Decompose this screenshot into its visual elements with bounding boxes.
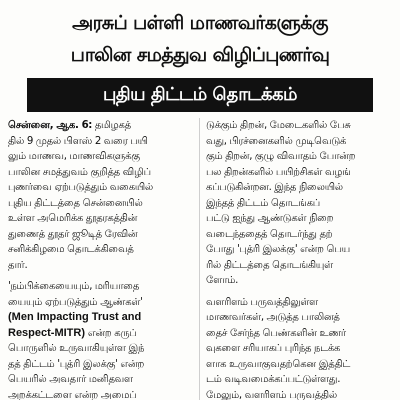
article-line: பெயரில் அவதார் மனிதவள bbox=[8, 374, 133, 385]
article-line: ளாக உருவாகுவதற்கென இத்திட் bbox=[206, 358, 351, 370]
article-line: இந்தத் திட்டம் தொடங்கப் bbox=[206, 197, 320, 209]
article-line: தார். bbox=[8, 259, 28, 271]
article-line: 'நம்பிக்கையையும், மரியாதை bbox=[8, 281, 140, 292]
article-line bbox=[8, 118, 194, 134]
article-line: டுக்கும் திறன், மேடைகளில் பேசு bbox=[206, 120, 351, 131]
article-line: ளோம். bbox=[206, 275, 238, 286]
english-title-line: (Men Impacting Trust and bbox=[8, 311, 142, 323]
article-line bbox=[8, 326, 194, 342]
article-line: உள்ள அமெரிக்க தூதரகத்தின் bbox=[8, 213, 138, 224]
article-line: தைச் சேர்ந்த பெண்களின் உணர் bbox=[206, 327, 346, 339]
article-line: பட்டு ஐந்து ஆண்டுகள் நிறை bbox=[206, 213, 334, 224]
article-line: ரில் திட்டத்தை தொடங்கியுள் bbox=[206, 259, 333, 271]
article-line-text: தமிழகத் bbox=[94, 120, 131, 131]
article-line: டம் வடிவமைக்கப்பட்டுள்ளது. bbox=[206, 374, 341, 385]
article-line: பாலின சமத்துவம் குறித்த விழிப் bbox=[8, 166, 151, 178]
article-line: அறக்கட்டளை என்ற அமைப் bbox=[8, 389, 137, 400]
column-divider bbox=[199, 118, 200, 400]
article-line: மேலும், வளரிளம் பருவத்தில் bbox=[206, 389, 337, 400]
article-column-left bbox=[8, 118, 194, 400]
headline-line-2: பாலின சமத்துவ விழிப்புணர்வு bbox=[70, 44, 330, 66]
article-line: யையும் ஏற்படுத்தும் ஆண்கள்' bbox=[8, 296, 143, 308]
subheadline-banner: புதிய திட்டம் தொடக்கம் bbox=[27, 78, 373, 112]
article-line: மாணவர்கள், அடுத்த பாலினத் bbox=[206, 312, 340, 323]
article-line: பொருளில் உருவாகியுள்ள இந் bbox=[8, 343, 145, 354]
article-column-right bbox=[206, 118, 392, 400]
article-line: புணர்வை ஏற்படுத்தும் வகையில் bbox=[8, 182, 153, 193]
article-line: கப்படுகின்றன. இந்த நிலையில் bbox=[206, 182, 343, 193]
article-line: பல திறன்களில் பயிற்சிகள் வழங் bbox=[206, 166, 351, 178]
article-line: வுகளை சரியாகப் புரிந்த நடக்க bbox=[206, 343, 341, 354]
article-line: சனிக்கிழமை தொடக்கிவைத் bbox=[8, 244, 134, 255]
article-line: லும் மாணவ, மாணவிகளுக்கு bbox=[8, 151, 140, 162]
article-line: வது, பிரச்னைகளில் முடிவெடுக் bbox=[206, 135, 347, 147]
article-line: வடைந்ததைத் தொடர்ந்து தற் bbox=[206, 228, 333, 240]
article-line: புதிய திட்டத்தை சென்னையில் bbox=[8, 197, 143, 209]
article-line-text: என்ற கருப் bbox=[87, 327, 137, 339]
article-line: தத் திட்டம் 'புத்ரி இலக்கு' என்ற bbox=[8, 358, 144, 370]
article-line: துணைத் தூதர் ஜூடித் ரேவின் bbox=[8, 228, 138, 240]
article-line: போது 'புத்ரி இலக்கு' என்ற பெய bbox=[206, 244, 350, 255]
headline-line-1: அரசுப் பள்ளி மாணவர்களுக்கு bbox=[72, 12, 328, 34]
english-title-line: Respect-MITR) bbox=[8, 326, 86, 339]
dateline: சென்னை, ஆக. 6: bbox=[8, 120, 92, 131]
article-line: வளரிளம் பருவத்திலுள்ள bbox=[206, 296, 318, 308]
article-line: கும் திறன், குழு விவாதம் போன்ற bbox=[206, 151, 356, 162]
article-line: தில் 9 முதல் பிளஸ் 2 வரை பயி bbox=[8, 135, 148, 147]
